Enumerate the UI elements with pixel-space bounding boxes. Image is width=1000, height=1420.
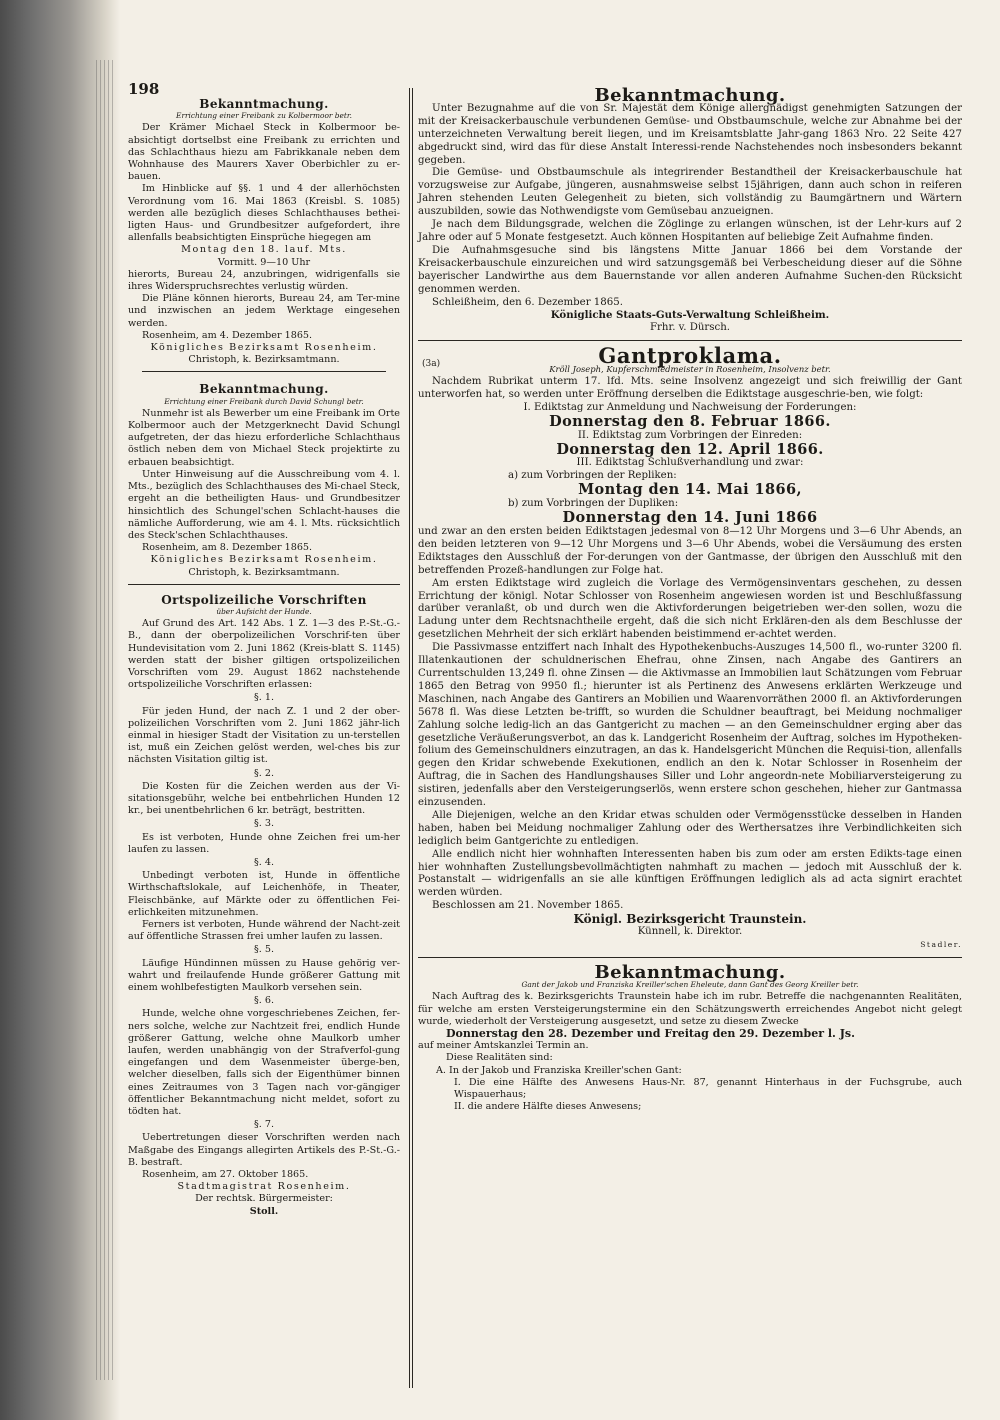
paragraph: Diese Realitäten sind:	[446, 1052, 553, 1064]
separator-rule	[128, 584, 400, 585]
paragraph: Unter Hinweisung auf die Ausschreibung vom 4. l. Mts., bezüglich des Schlachthauses des Mi-chael Steck, ergeht an die betheiligten Haus- und Grundbesitzer hinsichtlich des Schungel'schen Schlacht-hauses die nämliche Aufforderung, wie am 4. l. Mts. rücksichtlich des Steck'schen Schlachthauses.	[128, 468, 400, 541]
issuing-office: Königliches Bezirksamt Rosenheim.	[150, 554, 378, 566]
section-number: §. 2.	[253, 767, 275, 779]
notice-subtitle: Errichtung einer Freibank durch David Schungl betr.	[164, 396, 364, 406]
paragraph: Die Pläne können hierorts, Bureau 24, am Ter-mine und inzwischen an jedem Werktage eingesehen werden.	[128, 293, 400, 329]
paragraph: II. die andere Hälfte dieses Anwesens;	[454, 1101, 642, 1113]
edikt-day-label: I. Ediktstag zur Anmeldung und Nachweisung der Forderungen:	[523, 401, 857, 413]
notice-number: (3a)	[422, 359, 441, 370]
page-number: 198	[128, 80, 160, 98]
hearing-time: Vormitt. 9—10 Uhr	[217, 256, 311, 268]
edikt-day-date: Donnerstag den 12. April 1866.	[556, 440, 824, 458]
signer-role: Der rechtsk. Bürgermeister:	[195, 1193, 333, 1205]
notice-title: Bekanntmachung.	[594, 961, 786, 983]
notice-date: Schleißheim, den 6. Dezember 1865.	[432, 296, 623, 308]
notice-date: Rosenheim, am 4. Dezember 1865.	[142, 329, 313, 341]
notice-title: Bekanntmachung.	[199, 97, 329, 111]
edikt-day-date: Montag den 14. Mai 1866,	[578, 481, 802, 499]
notice-subtitle: Errichtung einer Freibank zu Kolbermoor betr.	[176, 111, 352, 121]
notice-subtitle: Gant der Jakob und Franziska Kreiller'schen Eheleute, dann Gant des Georg Kreiller betr.	[521, 980, 859, 990]
edikt-day-label: III. Ediktstag Schlußverhandlung und zwar:	[576, 457, 804, 469]
paragraph: Alle endlich nicht hier wohnhaften Interessenten haben bis zum oder am ersten Edikts-tage einen hier wohnhaften Zustellungsbevollmächtigten nahmhaft zu machen — jedoch mit Ausschluß der k. Postanstalt — widrigenfalls an sie alle künftigen Eröffnungen lediglich als ad acta signirt erachtet werden würden.	[418, 848, 962, 899]
newspaper-page	[128, 70, 968, 1390]
paragraph: Im Hinblicke auf §§. 1 und 4 der allerhöchsten Verordnung vom 16. Mai 1863 (Kreisbl. S. 1085) werden alle bezüglich dieses Schlachthauses bethei-ligten Haus- und Grundbesitzer aufgefordert, ihre allenfalls beabsichtigten Einsprüche hiegegen am	[128, 183, 400, 244]
notice-freibank-steck	[128, 70, 400, 366]
section-number: §. 7.	[253, 1119, 275, 1131]
left-column	[128, 70, 400, 1218]
separator-rule	[418, 957, 962, 958]
edikt-day-date: Donnerstag den 8. Februar 1866.	[549, 412, 831, 430]
paragraph: Nunmehr ist als Bewerber um eine Freibank im Orte Kolbermoor auch der Metzgerknecht David Schungl aufgetreten, der das hiezu erforderliche Schlachthaus östlich neben dem von Michael Steck projektirte zu erbauen beabsichtigt.	[128, 407, 400, 468]
issuing-office: Königliches Bezirksamt Rosenheim.	[150, 342, 378, 354]
notice-gantproklama	[418, 343, 962, 952]
paragraph: Es ist verboten, Hunde ohne Zeichen frei um-her laufen zu lassen.	[128, 831, 400, 855]
paragraph: Der Krämer Michael Steck in Kolbermoor be-absichtigt dortselbst eine Freibank zu errichten und das Schlachthaus hiezu am Fabrikkanale neben dem Wohnhause des Maurers Xaver Oberbichler zu er-bauen.	[128, 122, 400, 183]
paragraph: Die Aufnahmsgesuche sind bis längstens Mitte Januar 1866 bei dem Vorstande der Kreisackerbauschule einzureichen und wird satzungsgemäß bei Verbescheidung dieser auf die Söhne bayerischer Landwirthe aus dem Bauernstande vor allen anderen Aufnahme Suchen-den Rücksicht genommen werden.	[418, 244, 962, 295]
paragraph: Am ersten Ediktstage wird zugleich die Vorlage des Vermögensinventars geschehen, zu dessen Errichtung der königl. Notar Schlosser von Rosenheim angewiesen worden ist und Beschlußfassung darüber veranlaßt, ob und durch wen die Aktivforderungen beigetrieben wer-den sollen, wozu die Ladung unter dem Rechtsnachtheile ergeht, daß die sich nicht Erklären-den als dem Beschlusse der gesetzlichen Mehrheit der sich erklärt habenden beistimmend er-achtet werden.	[418, 577, 962, 641]
section-number: §. 1.	[253, 692, 275, 704]
signature: Christoph, k. Bezirksamtmann.	[188, 354, 340, 366]
notice-subtitle: über Aufsicht der Hunde.	[216, 606, 312, 616]
paragraph: Alle Diejenigen, welche an den Kridar etwas schulden oder Vermögensstücke desselben in Handen haben, haben bei Meidung nochmaliger Zahlung oder des Werthersatzes ihre Verbindlichkeiten sich lediglich beim Gantgerichte zu entledigen.	[418, 809, 962, 847]
notice-title: Bekanntmachung.	[594, 85, 786, 106]
notice-title: Ortspolizeiliche Vorschriften	[161, 592, 367, 607]
paragraph: Nachdem Rubrikat unterm 17. lfd. Mts. seine Insolvenz angezeigt und sich freiwillig der Gant unterworfen hat, so werden unter Eröffnung derselben die Ediktstage ausgeschrie-ben, wie folgt:	[418, 376, 962, 400]
section-number: §. 4.	[253, 856, 275, 868]
notice-date: Beschlossen am 21. November 1865.	[432, 900, 624, 912]
paragraph: A. In der Jakob und Franziska Kreiller'schen Gant:	[436, 1064, 682, 1076]
notice-subtitle: Kröll Joseph, Kupferschmiedmeister in Rosenheim, Insolvenz betr.	[549, 364, 831, 375]
column-divider	[412, 88, 413, 1388]
notice-date: Rosenheim, am 27. Oktober 1865.	[142, 1169, 309, 1181]
section-number: §. 3.	[253, 818, 275, 830]
edikt-day-label: II. Ediktstag zum Vorbringen der Einreden:	[577, 429, 803, 441]
paragraph: Unbedingt verboten ist, Hunde in öffentliche Wirthschaftslokale, auf Leichenhöfe, in Theater, Fleischbänke, auf Märkte oder zu öffentlichen Fei-erlichkeiten mitzunehmen.	[128, 870, 400, 918]
section-number: §. 5.	[253, 944, 275, 956]
notice-obstbaumschule	[418, 70, 962, 335]
issuing-office: Königliche Staats-Guts-Verwaltung Schleißheim.	[550, 309, 830, 322]
notice-title: Gantproklama.	[598, 343, 782, 369]
paragraph: und zwar an den ersten beiden Ediktstagen jedesmal von 8—12 Uhr Morgens und 3—6 Uhr Abends, an den beiden letzteren von 9—12 Uhr Morgens und 3—6 Uhr Abends, wobei die Versäumung des ersten Ediktstages den Ausschluß der For-derungen von der Gantmasse, der übrigen den Ausschluß mit den betreffenden Prozeß-handlungen zur Folge hat.	[418, 526, 962, 576]
paragraph: Unter Bezugnahme auf die von Sr. Majestät dem Könige allergnädigst genehmigten Satzungen der mit der Kreisackerbauschule verbundenen Gemüse- und Obstbaumschule, welche zur Abnahme bei der unterzeichneten Verwaltung bereit liegen, und im Kreisamtsblatte Jahr-gang 1863 Nro. 22 Seite 427 abgedruckt sind, wird das für diese Anstalt Interessi-rende Nachstehendes noch insbesonders bekannt gegeben.	[418, 102, 962, 166]
paragraph: Uebertretungen dieser Vorschriften werden nach Maßgabe des Eingangs allegirten Artikels des P.-St.-G.-B. bestraft.	[128, 1132, 400, 1168]
notice-date: Rosenheim, am 8. Dezember 1865.	[142, 542, 313, 554]
paragraph: Für jeden Hund, der nach Z. 1 und 2 der ober-polizeilichen Vorschriften vom 2. Juni 1862 jähr-lich einmal in hiesiger Stadt der Visitation zu un-terstellen ist, muß ein Zeichen gelöst werden, wel-ches bis zur nächsten Visitation giltig ist.	[128, 705, 400, 766]
signature: Christoph, k. Bezirksamtmann.	[188, 566, 340, 578]
paragraph: Die Kosten für die Zeichen werden aus der Vi-sitationsgebühr, welche bei entbehrlichen Hunden 12 kr., bei unentbehrlichen 6 kr. beträgt, bestritten.	[128, 780, 400, 817]
paragraph: Die Passivmasse entziffert nach Inhalt des Hypothekenbuchs-Auszuges 14,500 fl., wo-runter 3200 fl. Illatenkautionen der schuldnerischen Ehefrau, ohne Zinsen, nach Angabe des Gantirers an Currentschulden 13,249 fl. ohne Zinsen — die Aktivmasse an Immobilien laut Schätzungen vom Februar 1865 den Betrag von 9950 fl.; hierunter ist als Pertinenz des Anwesens erklärten Werkzeuge und Maschinen, nach Angabe des Gantirers an Mobilien und Waarenvorräthen 2000 fl. an Aktivforderungen 5678 fl. Was diese Letzten be-trifft, so wurden die Schuldner beauftragt, bei Meidung nochmaliger Zahlung solche ledig-lich an das Gantgericht zu machen — an den Gemeinschuldner erging aber das gesetzliche Veräußerungsverbot, an das k. Landgericht Rosenheim der Auftrag, solches im Hypotheken-folium des Gemeinschuldners einzutragen, an das k. Handelsgericht München die Requisi-tion, allenfalls gegen den Kridar schwebende Exekutionen, endlich an den k. Notar Schlosser in Rosenheim der Auftrag, die in Sachen des Handlungshauses Siller und Lohr angeordn-nete Mobiliarversteigerung zu sistiren, jedenfalls aber den Versteigerungserlös, wenn erstere schon geschehen, hieher zur Gantmassa einzusenden.	[418, 642, 962, 809]
signature: Frhr. v. Dürsch.	[649, 322, 731, 334]
paragraph: Nach Auftrag des k. Bezirksgerichts Traunstein habe ich im rubr. Betreffe die nachgenannten Realitäten, für welche am ersten Versteigerungstermine ein den Schätzungswerth erreichendes Angebot nicht gelegt wurde, wiederholt der Versteigerung ausgesetzt, und setze zu diesem Zwecke	[418, 991, 962, 1027]
edikt-day-label: b) zum Vorbringen der Dupliken:	[508, 498, 679, 510]
separator-rule	[142, 371, 387, 372]
auction-dates: Donnerstag den 28. Dezember und Freitag den 29. Dezember l. Js.	[446, 1026, 855, 1040]
clerk-signature: Stadler.	[920, 940, 962, 949]
notice-kreiller-gant	[418, 963, 962, 1113]
paragraph: auf meiner Amtskanzlei Termin an.	[418, 1040, 589, 1052]
notice-dog-regulations	[128, 590, 400, 1218]
right-column	[418, 70, 962, 1113]
issuing-office: Stadtmagistrat Rosenheim.	[177, 1181, 351, 1193]
edikt-day-date: Donnerstag den 14. Juni 1866	[562, 509, 818, 527]
paragraph: Ferners ist verboten, Hunde während der Nacht-zeit auf öffentliche Strassen frei umher laufen zu lassen.	[128, 919, 400, 943]
notice-freibank-schungl	[128, 377, 400, 578]
signature: Künnell, k. Direktor.	[637, 926, 743, 938]
paragraph: Hunde, welche ohne vorgeschriebenes Zeichen, fer-ners solche, welche zur Nachtzeit frei, endlich Hunde größerer Gattung, welche ohne Maulkorb umher laufen, werden unabhängig von der Strafverfol-gung eingefangen und dem Wasenmeister überge-ben, welcher dieselben, falls sich der Eigenthümer binnen eines Zeitraumes von 3 Tagen nach vor-gängiger öffentlicher Bekanntmachung nicht meldet, sofort zu tödten hat.	[128, 1008, 400, 1118]
column-divider	[409, 88, 410, 1388]
paragraph: Je nach dem Bildungsgrade, welchen die Zöglinge zu erlangen wünschen, ist der Lehr-kurs auf 2 Jahre oder auf 5 Monate festgesetzt. Auch können Hospitanten auf beliebige Zeit Aufnahme finden.	[418, 219, 962, 243]
paragraph: hierorts, Bureau 24, anzubringen, widrigenfalls sie ihres Widerspruchsrechtes verlustig würden.	[128, 268, 400, 293]
notice-title: Bekanntmachung.	[199, 382, 329, 397]
gutter-page-edges	[96, 60, 114, 1380]
issuing-office: Königl. Bezirksgericht Traunstein.	[573, 912, 807, 927]
hearing-date: Montag den 18. lauf. Mts.	[181, 244, 347, 256]
edikt-day-label: a) zum Vorbringen der Repliken:	[508, 470, 677, 482]
page-gutter-shadow	[0, 0, 120, 1420]
signature: Stoll.	[249, 1205, 279, 1217]
paragraph: Läufige Hündinnen müssen zu Hause gehörig ver-wahrt und freilaufende Hunde größerer Gattung mit einem wohlbefestigten Maulkorb versehen sein.	[128, 957, 400, 994]
paragraph: Die Gemüse- und Obstbaumschule als integrirender Bestandtheil der Kreisackerbauschule hat vorzugsweise zur Aufgabe, jüngeren, ausnahmsweise selbst 15jährigen, dann auch schon in reiferen Jahren stehenden Leuten Gelegenheit zu bieten, sich vollständig zu Baumgärtnern und Wärtern auszubilden, sowie das Nothwendigste vom Gemüsebau anzueignen.	[418, 167, 962, 218]
paragraph: I. Die eine Hälfte des Anwesens Haus-Nr. 87, genannt Hinterhaus in der Fuchsgrube, auch Wispauerhaus;	[454, 1076, 962, 1100]
separator-rule	[418, 340, 962, 341]
section-number: §. 6.	[253, 995, 275, 1007]
paragraph: Auf Grund des Art. 142 Abs. 1 Z. 1—3 des P.-St.-G.-B., dann der oberpolizeilichen Vorschrif-ten über Hundevisitation vom 2. Juni 1862 (Kreis-blatt S. 1145) werden statt der bisher giltigen ortspolizeilichen Vorschriften vom 29. August 1862 nachstehende ortspolizeiliche Vorschriften erlassen:	[128, 618, 400, 691]
